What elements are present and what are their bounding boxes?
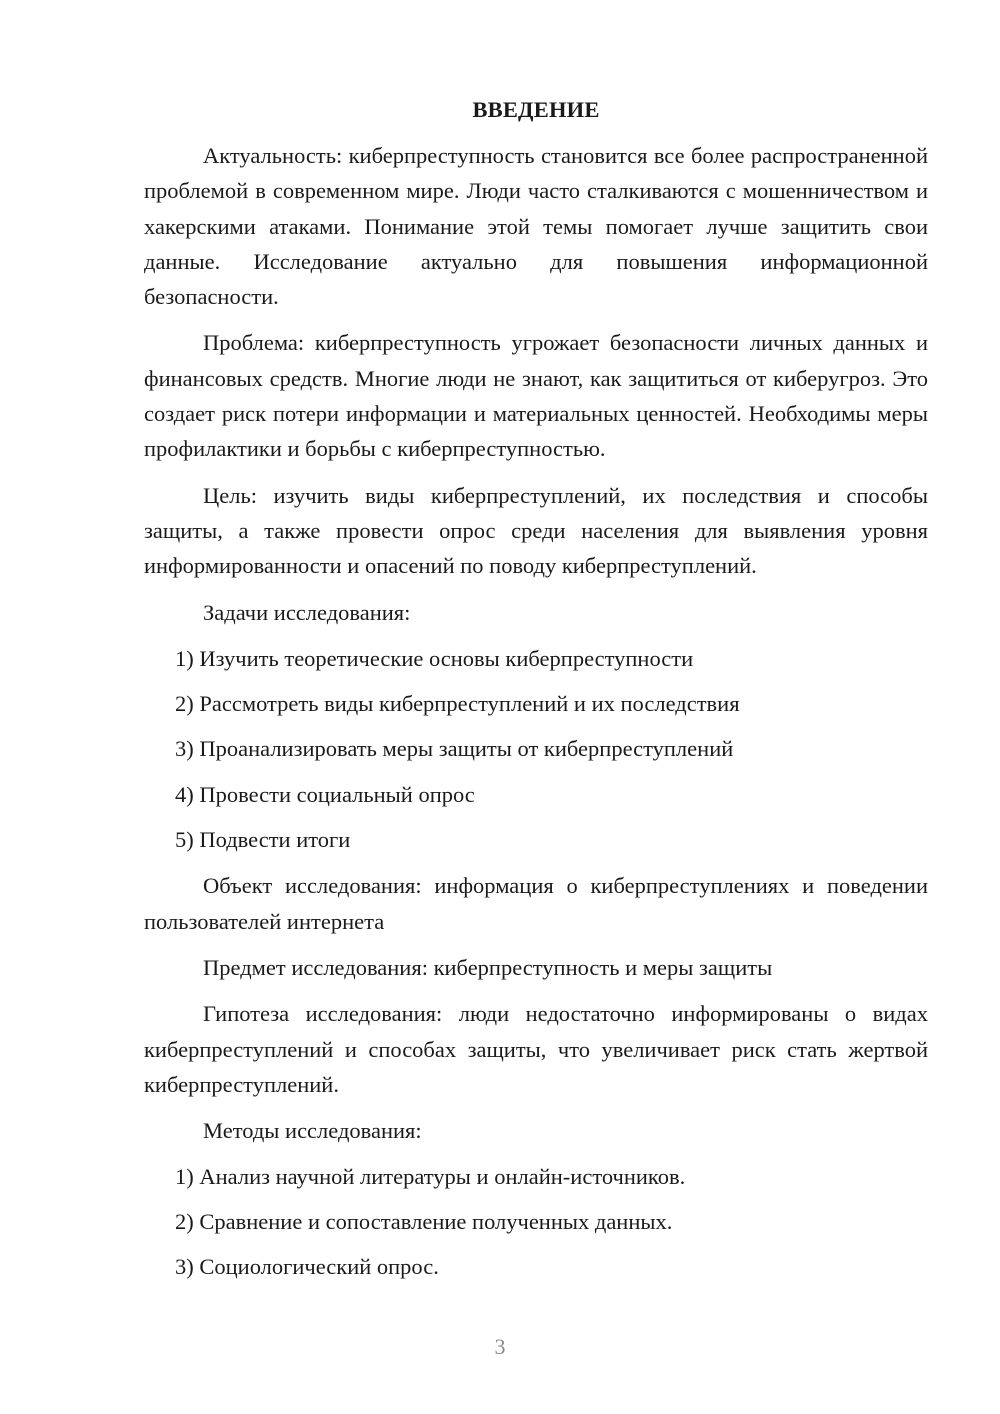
subject-paragraph: Предмет исследования: киберпреступность и меры защиты [203,954,773,980]
tasks-heading: Задачи исследования: [203,599,411,625]
relevance-paragraph: Актуальность: киберпреступность становится все более распространенной проблемой в современном мире. Люди часто сталкиваются с мошенничеством и хакерскими атаками. Понимание этой темы помогает лучше защитить свои данные. Исследование актуально для повышения информационной безопасности. [144,143,928,310]
section-title: ВВЕДЕНИЕ [472,97,600,122]
goal-paragraph: Цель: изучить виды киберпреступлений, их последствия и способы защиты, а также провести опрос среди населения для выявления уровня информированности и опасений по поводу киберпреступлений. [144,482,928,579]
method-item: 2) Сравнение и сопоставление полученных данных. [175,1209,673,1235]
page-content [144,92,928,1295]
problem-paragraph: Проблема: киберпреступность угрожает безопасности личных данных и финансовых средств. Многие люди не знают, как защититься от киберугроз. Это создает риск потери информации и материальных ценностей. Необходимы меры профилактики и борьбы с киберпреступностью. [144,330,928,462]
object-paragraph: Объект исследования: информация о киберпреступлениях и поведении пользователей интернета [144,873,928,934]
task-item: 4) Провести социальный опрос [175,781,475,807]
task-item: 3) Проанализировать меры защиты от киберпреступлений [175,736,734,762]
methods-heading: Методы исследования: [203,1118,422,1144]
method-item: 1) Анализ научной литературы и онлайн-источников. [175,1164,686,1190]
task-item: 1) Изучить теоретические основы киберпреступности [175,645,694,671]
tasks-list [144,641,928,857]
page-number: 3 [494,1334,506,1359]
methods-list [144,1159,928,1284]
method-item: 3) Социологический опрос. [175,1254,439,1280]
task-item: 5) Подвести итоги [175,827,351,853]
hypothesis-paragraph: Гипотеза исследования: люди недостаточно информированы о видах киберпреступлений и способах защиты, что увеличивает риск стать жертвой киберпреступлений. [144,1001,928,1097]
task-item: 2) Рассмотреть виды киберпреступлений и их последствия [175,691,740,717]
